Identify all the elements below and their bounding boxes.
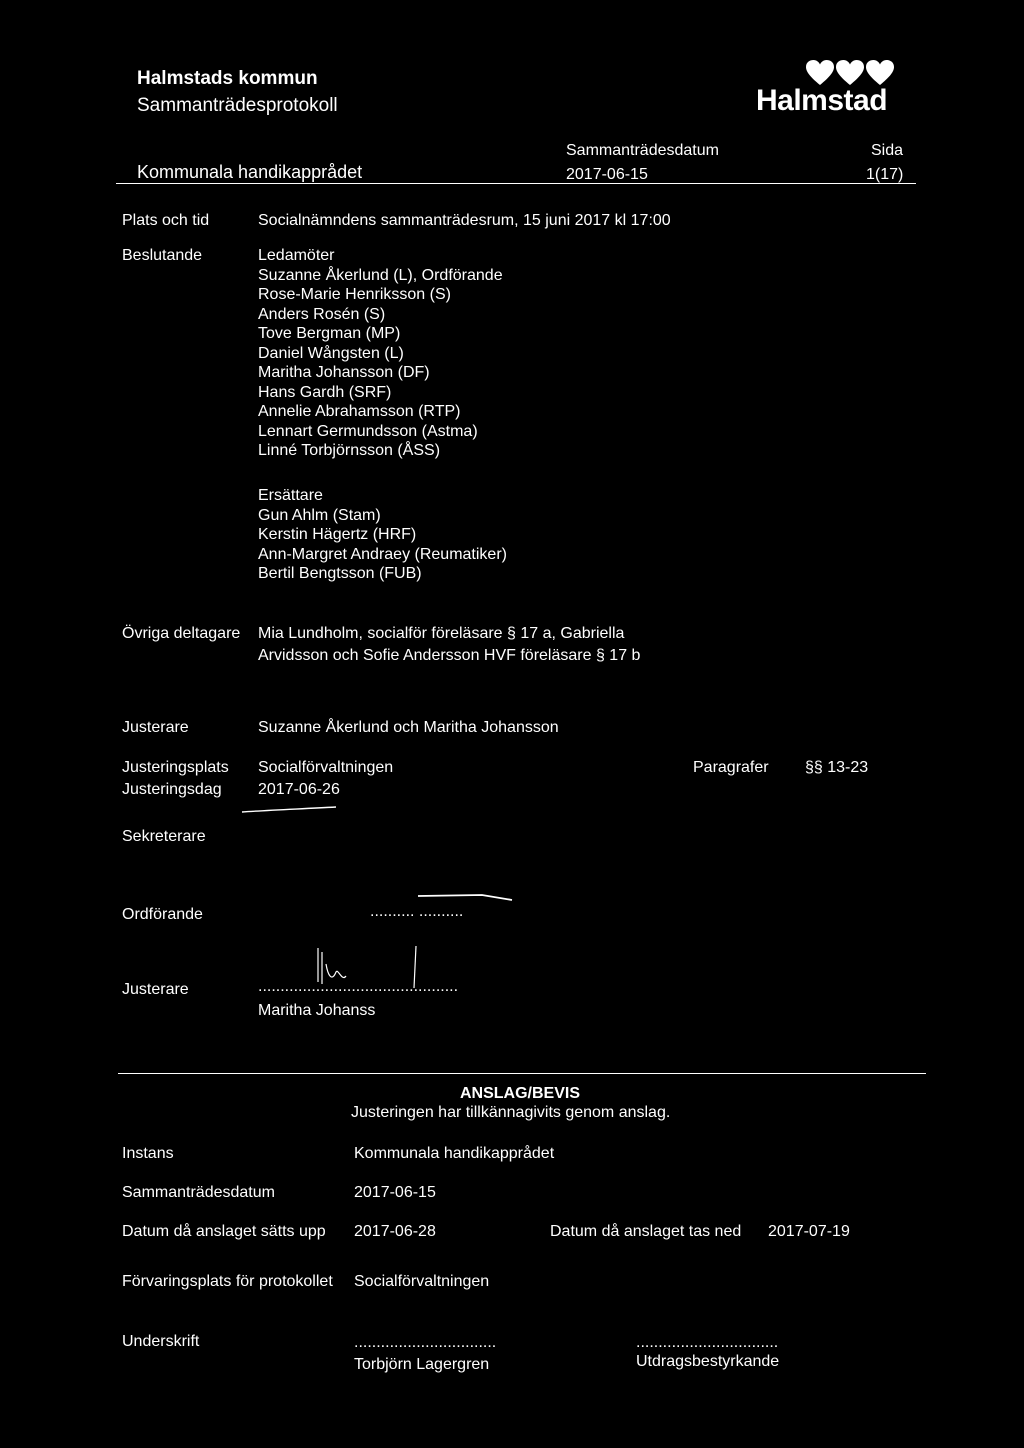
adjuster-signature-line: ............................................. [258,978,459,995]
date-label: Sammanträdesdatum [566,142,719,159]
signature-name-2: Utdragsbestyrkande [636,1353,780,1370]
meeting-date-label: Sammanträdesdatum [122,1184,275,1201]
adjusters-value: Suzanne Åkerlund och Maritha Johansson [258,719,559,736]
others-line-1: Mia Lundholm, socialför föreläsare § 17 a, Gabriella [258,625,625,642]
pen-stroke [240,804,360,816]
list-item: Maritha Johansson (DF) [258,364,430,381]
list-item: Annelie Abrahamsson (RTP) [258,403,461,420]
page-label: Sida [871,142,904,159]
storage-value: Socialförvaltningen [354,1273,490,1290]
chair-label: Ordförande [122,906,203,923]
removed-label: Datum då anslaget tas ned [550,1223,742,1240]
list-item: Lennart Germundsson (Astma) [258,422,478,440]
others-line-2: Arvidsson och Sofie Andersson HVF föreläsare § 17 b [258,647,641,664]
substitutes-list [258,486,507,584]
adjuster-name: Maritha Johanss [258,1002,376,1019]
paragraphs-value: §§ 13-23 [805,759,869,776]
posted-label: Datum då anslaget sätts upp [122,1223,326,1240]
org-name: Halmstads kommun [137,68,318,89]
substitutes-heading: Ersättare [258,487,323,504]
list-item: Anders Rosén (S) [258,305,386,323]
signature-label: Underskrift [122,1333,200,1350]
paragraphs-label: Paragrafer [693,759,769,776]
secretary-label: Sekreterare [122,828,206,845]
list-item: Hans Gardh (SRF) [258,383,392,401]
deciding-label: Beslutande [122,247,203,264]
adjust-place-value: Socialförvaltningen [258,759,394,776]
meeting-date-value: 2017-06-15 [354,1184,436,1201]
adjust-day-label: Justeringsdag [122,781,222,798]
adjuster-sign-label: Justerare [122,981,189,998]
storage-label: Förvaringsplats för protokollet [122,1273,333,1290]
three-hearts-icon [806,60,894,86]
list-item: Tove Bergman (MP) [258,325,401,342]
notice-title: ANSLAG/BEVIS [460,1085,581,1102]
meeting-date: 2017-06-15 [566,166,648,183]
instance-label: Instans [122,1145,174,1162]
signature-line-2: ................................ [636,1334,779,1351]
list-item: Bertil Bengtsson (FUB) [258,565,422,582]
header-rule [116,183,916,184]
place-label: Plats och tid [122,212,210,229]
members-list [258,246,503,461]
removed-value: 2017-07-19 [768,1223,850,1240]
members-heading: Ledamöter [258,247,335,264]
list-item: Daniel Wångsten (L) [258,344,404,362]
instance-value: Kommunala handikapprådet [354,1145,555,1162]
others-label: Övriga deltagare [122,625,241,642]
adjusters-label: Justerare [122,719,189,736]
logo-wordmark: Halmstad [756,84,888,117]
page-number: 1(17) [866,166,904,183]
list-item: Kerstin Hägertz (HRF) [258,526,417,543]
posted-value: 2017-06-28 [354,1223,436,1240]
list-item: Linné Torbjörnsson (ÅSS) [258,442,441,459]
notice-rule [118,1073,926,1074]
list-item: Gun Ahlm (Stam) [258,506,381,524]
signature-name-1: Torbjörn Lagergren [354,1356,490,1373]
list-item: Rose-Marie Henriksson (S) [258,286,451,303]
adjust-place-label: Justeringsplats [122,759,229,776]
chair-signature-line: .......... .......... [370,903,464,920]
adjust-day-value: 2017-06-26 [258,781,340,798]
place-value: Socialnämndens sammanträdesrum, 15 juni 2017 kl 17:00 [258,212,671,229]
signature-line-1: ................................ [354,1334,497,1351]
document-type: Sammanträdesprotokoll [137,95,338,116]
list-item: Suzanne Åkerlund (L), Ordförande [258,266,503,284]
notice-subtitle: Justeringen har tillkännagivits genom anslag. [351,1104,671,1121]
list-item: Ann-Margret Andraey (Reumatiker) [258,545,507,563]
committee-name: Kommunala handikapprådet [137,162,363,182]
